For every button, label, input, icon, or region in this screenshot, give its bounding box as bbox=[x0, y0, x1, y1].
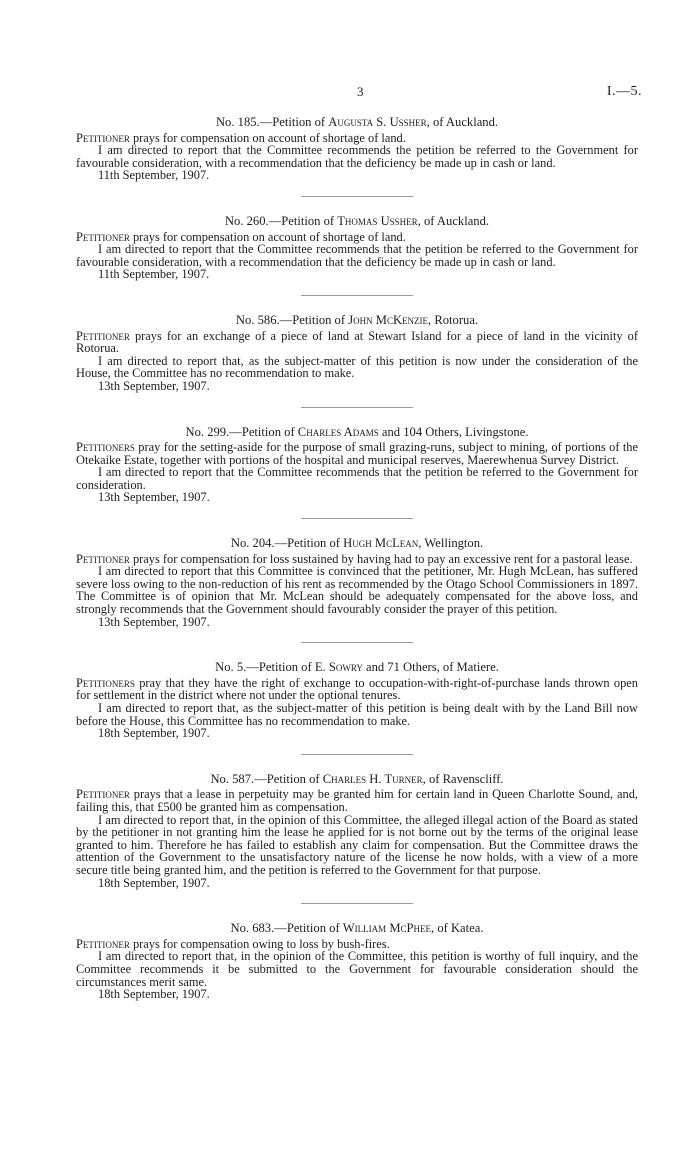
petition-title: No. 587.—Petition of Charles H. Turner, of Ravenscliff. bbox=[210, 771, 504, 786]
page-header bbox=[0, 86, 700, 102]
petition-prayer: Petitioners pray that they have the right of exchange to occupation-with-right-of-purchase lands thrown open for settlement in the district where not under the optional tenures. bbox=[76, 675, 638, 703]
committee-report: I am directed to report that, in the opinion of this Committee, the alleged illegal action of the Board as stated by the petitioner in not granting him the lease he applied for is not borne out by the terms of the original lease granted to him. Therefore he has failed to establish any claim for compensation. But the Committee draws the attention of the Government to the unsatisfactory nature of the license he now holds, with a view of a more secure title being granted him, and the petition is referred to the Government for that purpose. bbox=[76, 812, 638, 877]
petition-prayer: Petitioner prays that a lease in perpetuity may be granted him for certain land in Queen Charlotte Sound, and, failing this, that £500 be granted him as compensation. bbox=[76, 787, 638, 814]
report-date: 18th September, 1907. bbox=[98, 987, 210, 1002]
committee-report: I am directed to report that the Committee recommends the petition be referred to the Government for favourable consideration, with a recommendation that the deficiency be made up in cash or land. bbox=[76, 143, 638, 170]
petition-title: No. 299.—Petition of Charles Adams and 104 Others, Livingstone. bbox=[185, 424, 529, 439]
petition-title: No. 185.—Petition of Augusta S. Ussher, of Auckland. bbox=[215, 115, 499, 129]
petition-entry bbox=[76, 661, 638, 740]
petition-entry bbox=[76, 922, 638, 1001]
committee-report: I am directed to report that, as the subject-matter of this petition is now under the consideration of the House, the Committee has no recommendation to make. bbox=[76, 353, 638, 381]
section-divider bbox=[301, 407, 413, 408]
section-divider bbox=[301, 642, 413, 643]
petition-prayer: Petitioner prays for an exchange of a piece of land at Stewart Island for a piece of land in the vicinity of Rotorua. bbox=[76, 328, 638, 356]
petition-title: No. 683.—Petition of William McPhee, of Katea. bbox=[230, 921, 484, 936]
petition-prayer: Petitioner prays for compensation on account of shortage of land. bbox=[76, 130, 406, 145]
petition-entry bbox=[76, 773, 638, 889]
report-date: 13th September, 1907. bbox=[98, 378, 210, 393]
petition-prayer: Petitioner prays for compensation for loss sustained by having had to pay an excessive rent for a pastoral lease. bbox=[76, 551, 633, 566]
petition-title: No. 204.—Petition of Hugh McLean, Wellington. bbox=[230, 536, 484, 551]
section-divider bbox=[301, 518, 413, 519]
report-date: 11th September, 1907. bbox=[98, 168, 210, 183]
committee-report: I am directed to report that the Committee recommends that the petition be referred to the Government for consideration. bbox=[76, 465, 638, 492]
section-divider bbox=[301, 903, 413, 904]
section-divider bbox=[301, 295, 413, 296]
report-date: 11th September, 1907. bbox=[98, 267, 210, 282]
petition-list bbox=[76, 116, 638, 1007]
committee-report: I am directed to report that, in the opinion of the Committee, this petition is worthy of full inquiry, and the Committee recommends it be submitted to the Government for favourable consideration should the circumstances merit same. bbox=[76, 949, 638, 989]
document-reference: I.—5. bbox=[606, 84, 642, 99]
petition-entry bbox=[76, 426, 638, 505]
committee-report: I am directed to report that, as the subject-matter of this petition is being dealt with by the Land Bill now before the House, this Committee has no recommendation to make. bbox=[76, 701, 638, 728]
report-date: 18th September, 1907. bbox=[98, 875, 210, 890]
report-date: 13th September, 1907. bbox=[98, 490, 210, 505]
petition-entry bbox=[76, 215, 638, 281]
page-number: 3 bbox=[357, 84, 364, 99]
petition-prayer: Petitioners pray for the setting-aside for the purpose of small grazing-runs, subject to mining, of portions of the Otekaike Estate, together with portions of the hospital and municipal reserves, Maerewhenua Survey District. bbox=[76, 440, 638, 467]
committee-report: I am directed to report that this Committee is convinced that the petitioner, Mr. Hugh McLean, has suffered severe loss owing to the non-reduction of his rent as recommended by the Otago School Commissioners in 1897. The Committee is of opinion that Mr. McLean should be adequately compensated for the above loss, and strongly recommends that the Government should favourably consider the prayer of this petition. bbox=[76, 564, 638, 617]
report-date: 13th September, 1907. bbox=[98, 614, 210, 629]
report-date: 18th September, 1907. bbox=[98, 726, 210, 741]
committee-report: I am directed to report that the Committee recommends that the petition be referred to the Government for favourable consideration, with a recommendation that the deficiency be made up in cash or land. bbox=[76, 242, 638, 269]
petition-entry bbox=[76, 537, 638, 628]
section-divider bbox=[301, 754, 413, 755]
petition-entry bbox=[76, 116, 638, 182]
petition-title: No. 5.—Petition of E. Sowry and 71 Others, of Matiere. bbox=[215, 660, 499, 675]
section-divider bbox=[301, 196, 413, 197]
petition-title: No. 260.—Petition of Thomas Ussher, of Auckland. bbox=[224, 213, 490, 228]
petition-title: No. 586.—Petition of John McKenzie, Rotorua. bbox=[235, 312, 479, 327]
petition-prayer: Petitioner prays for compensation on account of shortage of land. bbox=[76, 229, 406, 244]
petition-prayer: Petitioner prays for compensation owing to loss by bush-fires. bbox=[76, 936, 390, 951]
petition-entry bbox=[76, 314, 638, 393]
